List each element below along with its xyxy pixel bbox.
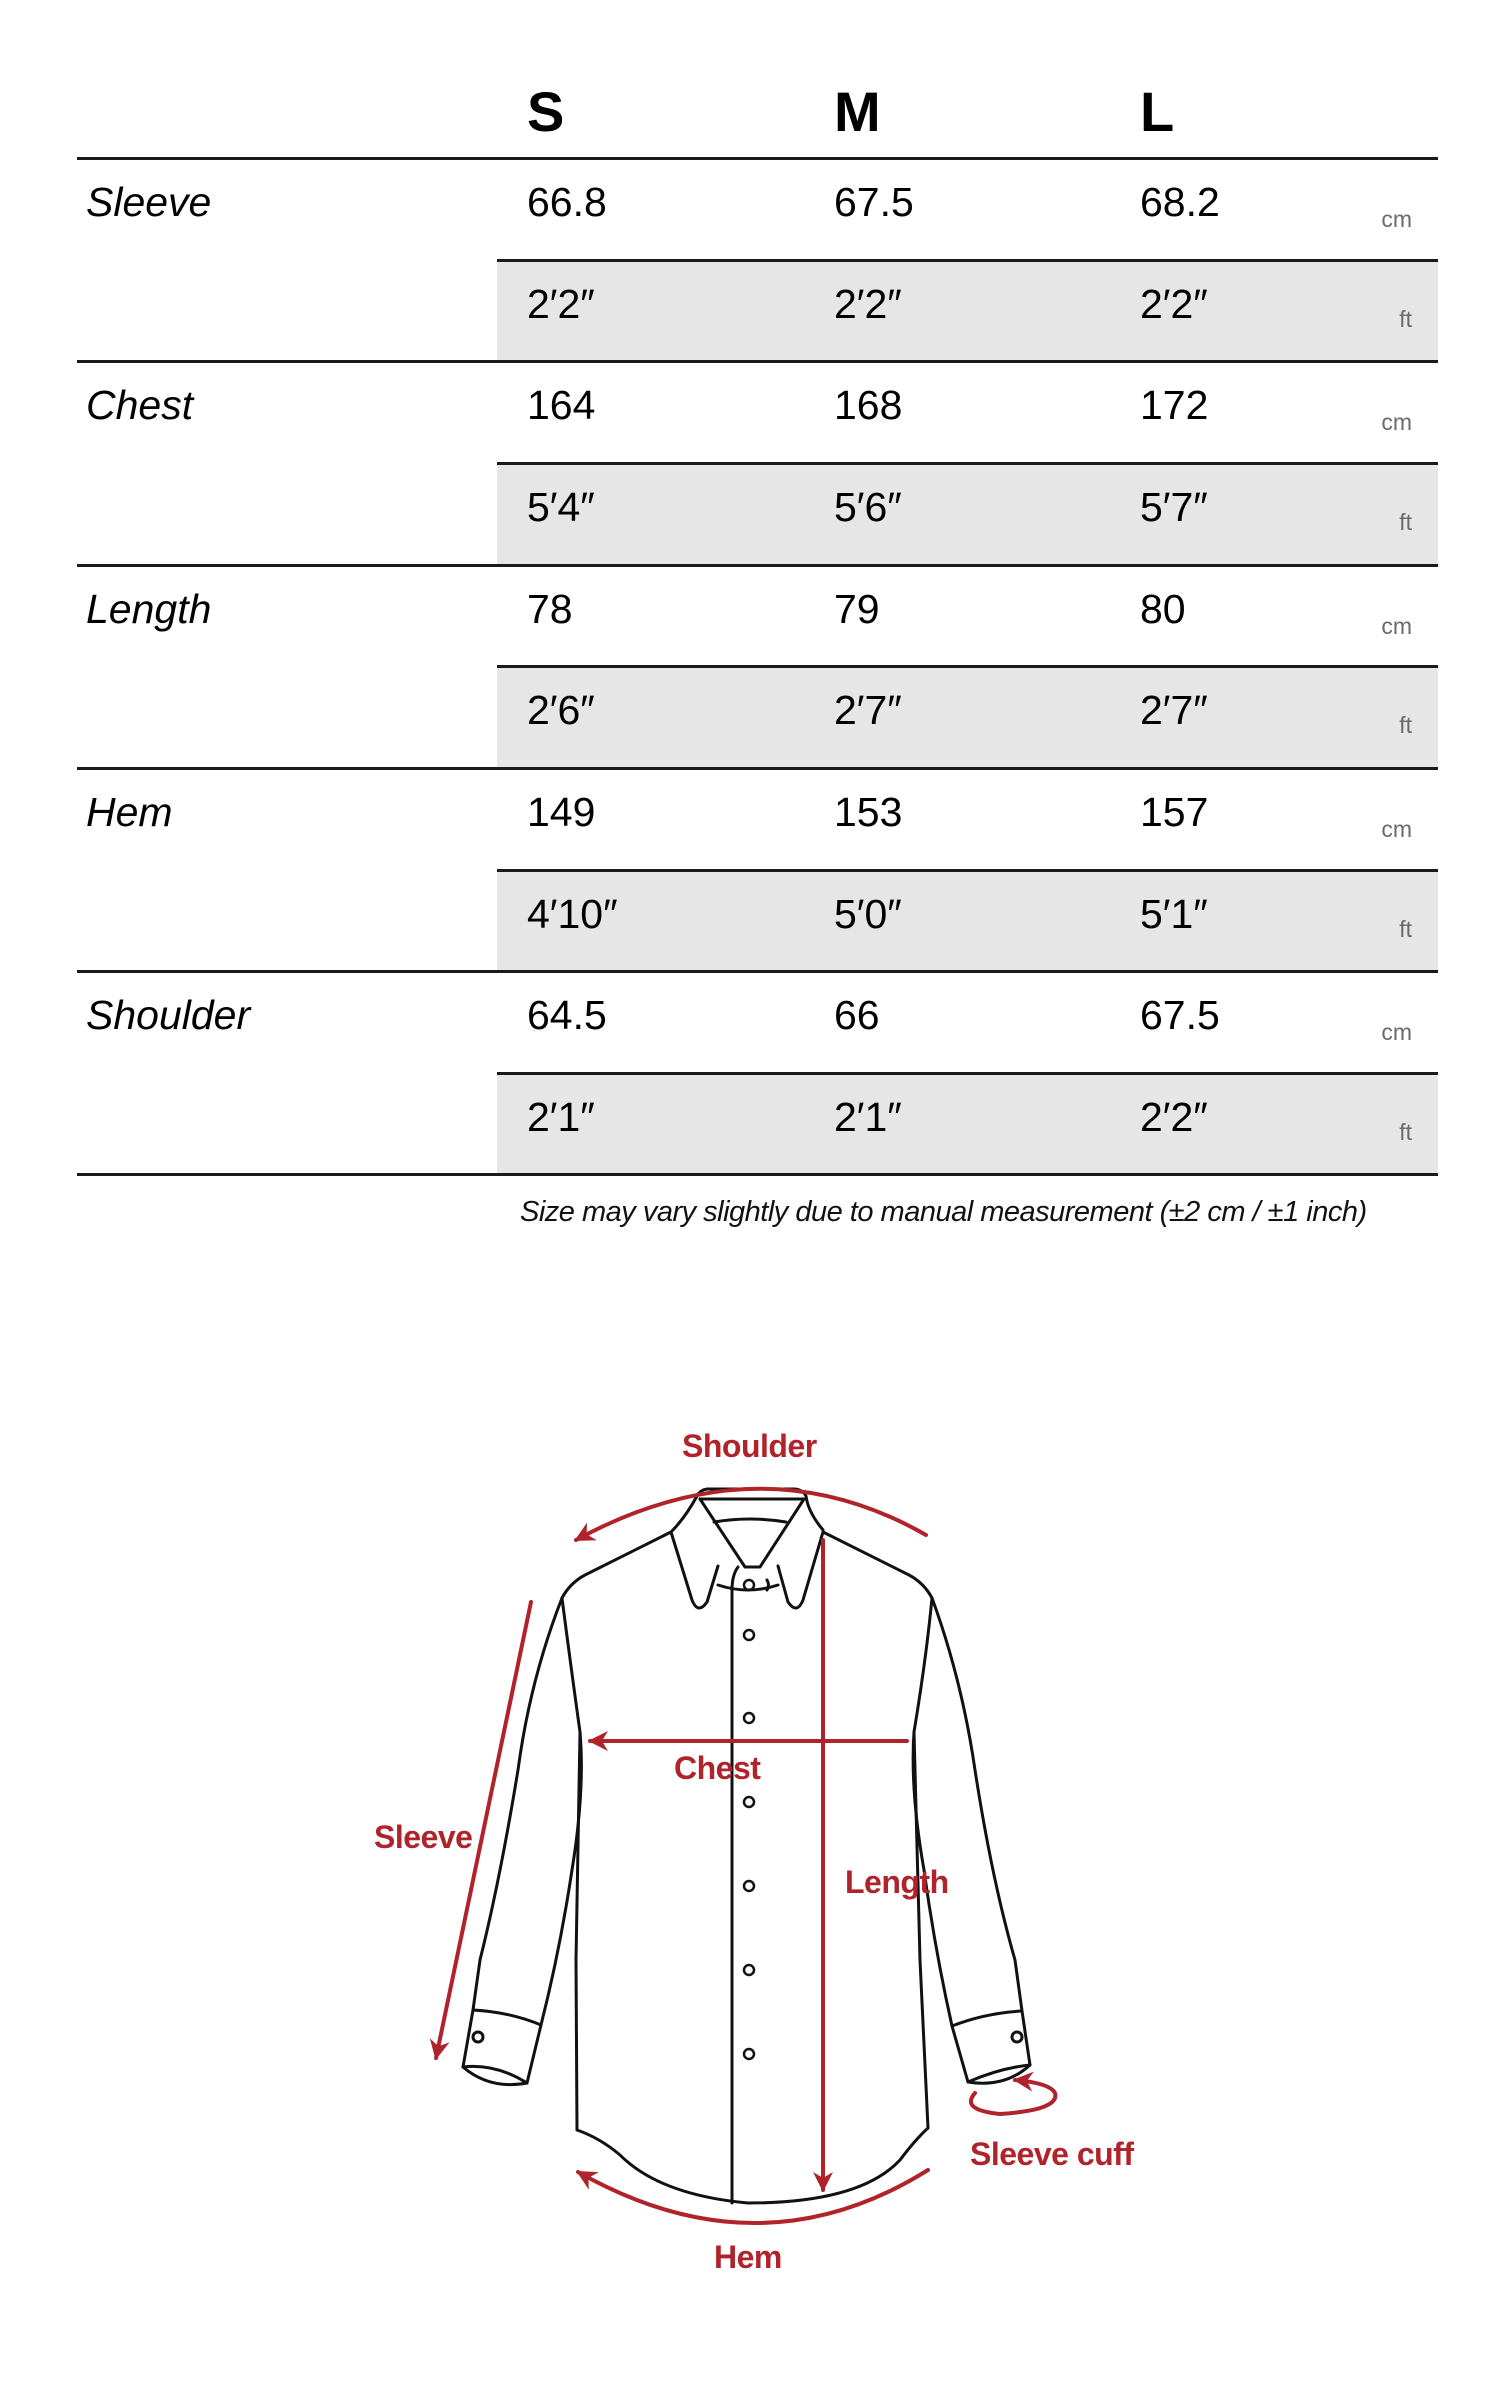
measurement-footnote: Size may vary slightly due to manual measurement (±2 cm / ±1 inch) — [520, 1196, 1367, 1228]
diagram-label-length: Length — [845, 1864, 949, 1900]
sleeve-cuff-arrow-icon — [971, 2080, 1055, 2114]
unit-ft: ft — [1399, 712, 1412, 738]
unit-cm: cm — [1381, 816, 1412, 842]
cell-hem-s-ft: 4′10″ — [527, 891, 618, 937]
size-header-l: L — [1140, 80, 1175, 143]
cell-length-l-ft: 2′7″ — [1140, 687, 1208, 733]
cell-shoulder-m-ft: 2′1″ — [834, 1094, 902, 1140]
row-label-sleeve: Sleeve — [86, 179, 212, 225]
shoulder-arrow-icon — [576, 1489, 926, 1540]
cell-sleeve-m-cm: 67.5 — [834, 179, 914, 225]
size-header-s: S — [527, 80, 565, 143]
diagram-label-chest: Chest — [674, 1750, 761, 1786]
cell-chest-m-cm: 168 — [834, 382, 903, 428]
cell-length-m-ft: 2′7″ — [834, 687, 902, 733]
diagram-label-sleeve: Sleeve — [374, 1819, 473, 1855]
cell-sleeve-s-cm: 66.8 — [527, 179, 607, 225]
unit-ft: ft — [1399, 1119, 1412, 1145]
cell-length-l-cm: 80 — [1140, 586, 1186, 632]
unit-cm: cm — [1381, 409, 1412, 435]
cell-chest-l-cm: 172 — [1140, 382, 1209, 428]
unit-cm: cm — [1381, 613, 1412, 639]
diagram-label-sleeve-cuff: Sleeve cuff — [970, 2136, 1134, 2172]
cell-length-m-cm: 79 — [834, 586, 880, 632]
unit-ft: ft — [1399, 916, 1412, 942]
cell-sleeve-l-ft: 2′2″ — [1140, 281, 1208, 327]
cell-shoulder-l-ft: 2′2″ — [1140, 1094, 1208, 1140]
cell-chest-s-ft: 5′4″ — [527, 484, 595, 530]
row-label-length: Length — [86, 586, 212, 632]
cell-length-s-cm: 78 — [527, 586, 573, 632]
diagram-label-hem: Hem — [714, 2239, 782, 2275]
unit-ft: ft — [1399, 509, 1412, 535]
cell-sleeve-s-ft: 2′2″ — [527, 281, 595, 327]
cell-chest-l-ft: 5′7″ — [1140, 484, 1208, 530]
cell-sleeve-l-cm: 68.2 — [1140, 179, 1220, 225]
cell-shoulder-l-cm: 67.5 — [1140, 992, 1220, 1038]
cell-shoulder-m-cm: 66 — [834, 992, 880, 1038]
row-label-shoulder: Shoulder — [86, 992, 251, 1038]
unit-ft: ft — [1399, 306, 1412, 332]
cell-sleeve-m-ft: 2′2″ — [834, 281, 902, 327]
cell-chest-s-cm: 164 — [527, 382, 596, 428]
cell-hem-m-ft: 5′0″ — [834, 891, 902, 937]
cell-shoulder-s-ft: 2′1″ — [527, 1094, 595, 1140]
shirt-outline-icon — [463, 1489, 1030, 2203]
unit-cm: cm — [1381, 1019, 1412, 1045]
button-icons — [744, 1580, 754, 2059]
diagram-label-shoulder: Shoulder — [682, 1428, 817, 1464]
cell-hem-m-cm: 153 — [834, 789, 903, 835]
unit-cm: cm — [1381, 206, 1412, 232]
cell-length-s-ft: 2′6″ — [527, 687, 595, 733]
cell-chest-m-ft: 5′6″ — [834, 484, 902, 530]
row-label-chest: Chest — [86, 382, 194, 428]
cell-hem-l-cm: 157 — [1140, 789, 1209, 835]
size-header-m: M — [834, 80, 881, 143]
cell-hem-s-cm: 149 — [527, 789, 596, 835]
cell-shoulder-s-cm: 64.5 — [527, 992, 607, 1038]
row-label-hem: Hem — [86, 789, 173, 835]
cell-hem-l-ft: 5′1″ — [1140, 891, 1208, 937]
